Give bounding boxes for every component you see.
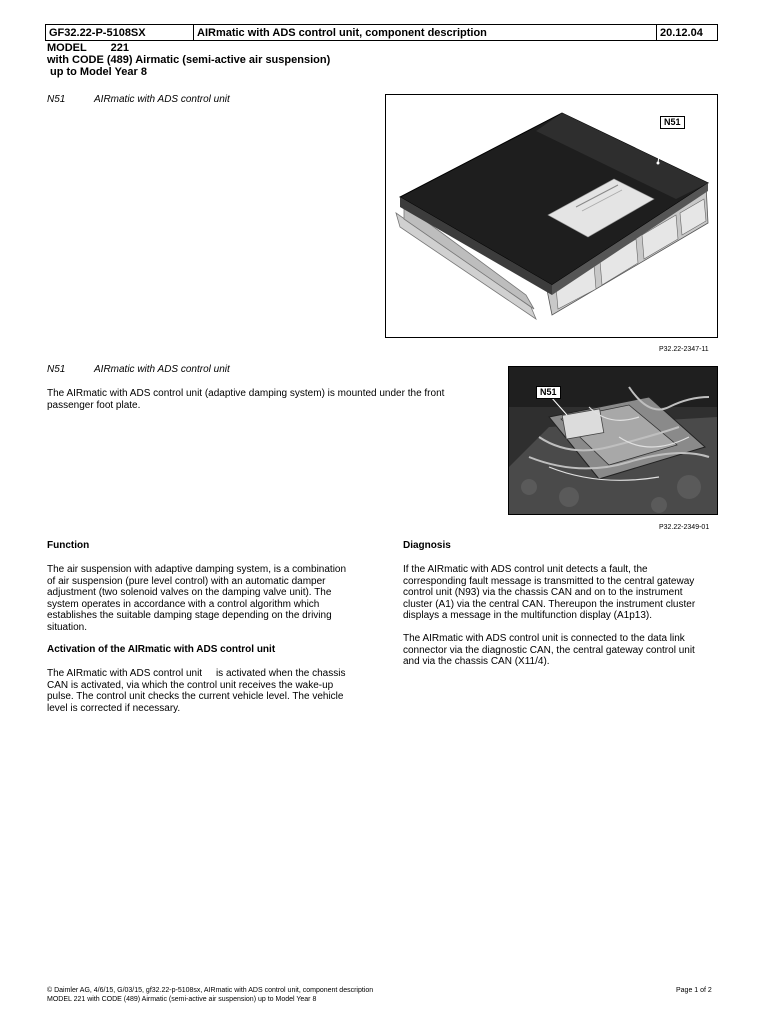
diagnosis-text-1: If the AIRmatic with ADS control unit detects a fault, the corresponding fault message is transmitted to the central gateway control unit (N93) via the chassis CAN and on to the instrument cluster (A1) via the central CAN. Thereupon the instrument cluster displays a message in the multifunction display (A1p13). xyxy=(403,564,696,622)
control-unit-illustration xyxy=(386,95,717,337)
location-description: The AIRmatic with ADS control unit (adaptive damping system) is mounted under the front passenger foot plate. xyxy=(47,388,445,411)
function-heading: Function xyxy=(47,540,90,551)
activation-heading: Activation of the AIRmatic with ADS control unit xyxy=(47,644,276,655)
activation-text: The AIRmatic with ADS control unit is activated when the chassis CAN is activated, via which the control unit receives the wake-up pulse. The control unit checks the current vehicle level. The vehicle level is corrected if necessary. xyxy=(47,668,349,714)
function-text: The air suspension with adaptive damping system, is a combination of air suspension (pure level control) with an automatic damper adjustment (two solenoid valves on the damping valve unit). The system operates in accordance with a control algorithm which establishes the suitable damping stage depending on the driving situation. xyxy=(47,564,347,633)
model-code-line: with CODE (489) Airmatic (semi-active air suspension) xyxy=(47,54,331,66)
image-2-caption: P32.22-2349-01 xyxy=(659,524,710,531)
diagnosis-text-2: The AIRmatic with ADS control unit is connected to the data link connector via the diagnostic CAN, the central gateway control unit and via the chassis CAN (X11/4). xyxy=(403,633,695,668)
component-name-2: AIRmatic with ADS control unit xyxy=(94,364,230,375)
installation-photo xyxy=(508,366,718,515)
document-header xyxy=(45,24,718,41)
callout-n51-1: N51 xyxy=(660,116,685,129)
doc-title: AIRmatic with ADS control unit, component description xyxy=(194,25,657,40)
doc-id: GF32.22-P-5108SX xyxy=(46,25,194,40)
component-name-1: AIRmatic with ADS control unit xyxy=(94,94,230,105)
page-number: Page 1 of 2 xyxy=(676,987,712,994)
model-line xyxy=(47,42,129,54)
doc-date: 20.12.04 xyxy=(660,27,703,39)
model-year-line: up to Model Year 8 xyxy=(50,66,147,78)
callout-n51-2: N51 xyxy=(536,386,561,399)
model-label: MODEL xyxy=(47,42,87,54)
component-code-2: N51 xyxy=(47,364,66,375)
diagnosis-heading: Diagnosis xyxy=(403,540,451,551)
model-value: 221 xyxy=(110,42,130,54)
image-1-caption: P32.22-2347-11 xyxy=(659,346,709,353)
component-code-1: N51 xyxy=(47,94,66,105)
footer-line-2: MODEL 221 with CODE (489) Airmatic (semi-active air suspension) up to Model Year 8 xyxy=(47,996,317,1003)
footer-line-1: © Daimler AG, 4/6/15, G/03/15, gf32.22-p-5108sx, AIRmatic with ADS control unit, component description xyxy=(47,987,374,994)
control-unit-image xyxy=(385,94,718,338)
